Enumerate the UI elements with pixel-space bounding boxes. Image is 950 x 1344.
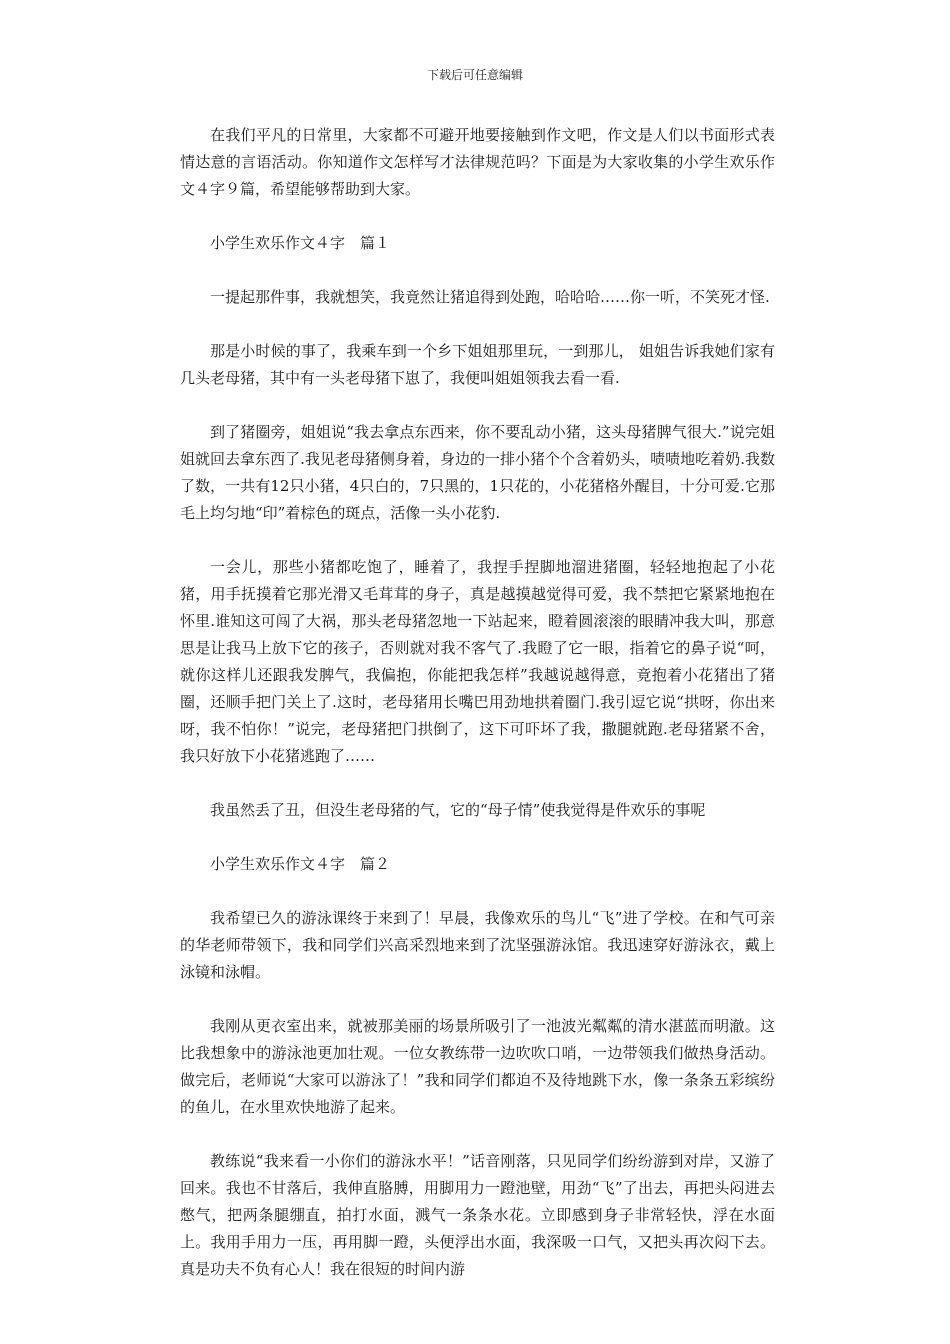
section-1-paragraph: 一会儿，那些小猪都吃饱了，睡着了，我捏手捏脚地溜进猪圈，轻轻地抱起了小花猪，用手抚摸着它那光滑又毛茸茸的身子，真是越摸越觉得可爱，我不禁把它紧紧地抱在怀里.谁知这可闯了大祸，那头老母猪忽地一下站起来，瞪着圆滚滚的眼睛冲我大叫，那意思是让我马上放下它的孩子，否则就对我不客气了.我瞪了它一眼，指着它的鼻子说“呵，就你这样儿还跟我发脾气，我偏抱，你能把我怎样”我越说越得意，竟抱着小花猪出了猪圈，还顺手把门关上了.这时，老母猪用长嘴巴用劲地拱着圈门.我引逗它说“拱呀，你出来呀，我不怕你！”说完，老母猪把门拱倒了，这下可吓坏了我，撒腿就跑.老母猪紧不舍，我只好放下小花猪逃跑了…… <box>180 558 775 765</box>
section-2-paragraph: 我刚从更衣室出来，就被那美丽的场景所吸引了一池波光粼粼的清水湛蓝而明澈。这比我想象中的游泳池更加壮观。一位女教练带一边吹吹口哨，一边带领我们做热身活动。做完后，老师说“大家可以游泳了！”我和同学们都迫不及待地跳下水，像一条条五彩缤纷的鱼儿，在水里欢快地游了起来。 <box>180 1017 775 1116</box>
section-2-title: 小学生欢乐作文４字 篇２ <box>210 855 391 873</box>
section-2-paragraph: 教练说“我来看一小你们的游泳水平！”话音刚落，只见同学们纷纷游到对岸，又游了回来。我也不甘落后，我伸直胳膊，用脚用力一蹬池壁，用劲“飞”了出去，再把头闷进去憋气，把两条腿绷直，拍打水面，溅气一条条水花。立即感到身子非常轻快，浮在水面上。我用手用力一压，再用脚一蹬，头便浮出水面，我深吸一口气，又把头再次闷下去。真是功夫不负有心人！我在很短的时间内游 <box>180 1152 775 1278</box>
section-2-paragraph: 我希望已久的游泳课终于来到了！早晨，我像欢乐的鸟儿“飞”进了学校。在和气可亲的华老师带领下，我和同学们兴高采烈地来到了沈坚强游泳馆。我迅速穿好游泳衣，戴上泳镜和泳帽。 <box>180 909 775 981</box>
page-header: 下载后可任意编辑 <box>426 68 523 82</box>
intro-paragraph: 在我们平凡的日常里，大家都不可避开地要接触到作文吧，作文是人们以书面形式表情达意的言语活动。你知道作文怎样写才法律规范吗？下面是为大家收集的小学生欢乐作文４字９篇，希望能够帮助到大家。 <box>180 126 775 198</box>
section-1-paragraph: 那是小时候的事了，我乘车到一个乡下姐姐那里玩，一到那儿， 姐姐告诉我她们家有几头老母猪，其中有一头老母猪下崽了，我便叫姐姐领我去看一看. <box>180 342 775 387</box>
section-1-paragraph: 一提起那件事，我就想笑，我竟然让猪追得到处跑，哈哈哈……你一听，不笑死才怪. <box>210 288 770 306</box>
section-1-paragraph: 我虽然丢了丑，但没生老母猪的气，它的“母子情”使我觉得是件欢乐的事呢 <box>210 801 706 819</box>
section-1-title: 小学生欢乐作文４字 篇１ <box>210 234 391 252</box>
section-1-paragraph: 到了猪圈旁，姐姐说“我去拿点东西来，你不要乱动小猪，这头母猪脾气很大.”说完姐姐就回去拿东西了.我见老母猪侧身着，身边的一排小猪个个含着奶头，啧啧地吃着奶.我数了数，一共有12只小猪，4只白的，7只黑的，1只花的，小花猪格外醒目，十分可爱.它那毛上均匀地“印”着棕色的斑点，活像一头小花豹. <box>180 423 775 522</box>
document-body <box>180 122 775 1310</box>
